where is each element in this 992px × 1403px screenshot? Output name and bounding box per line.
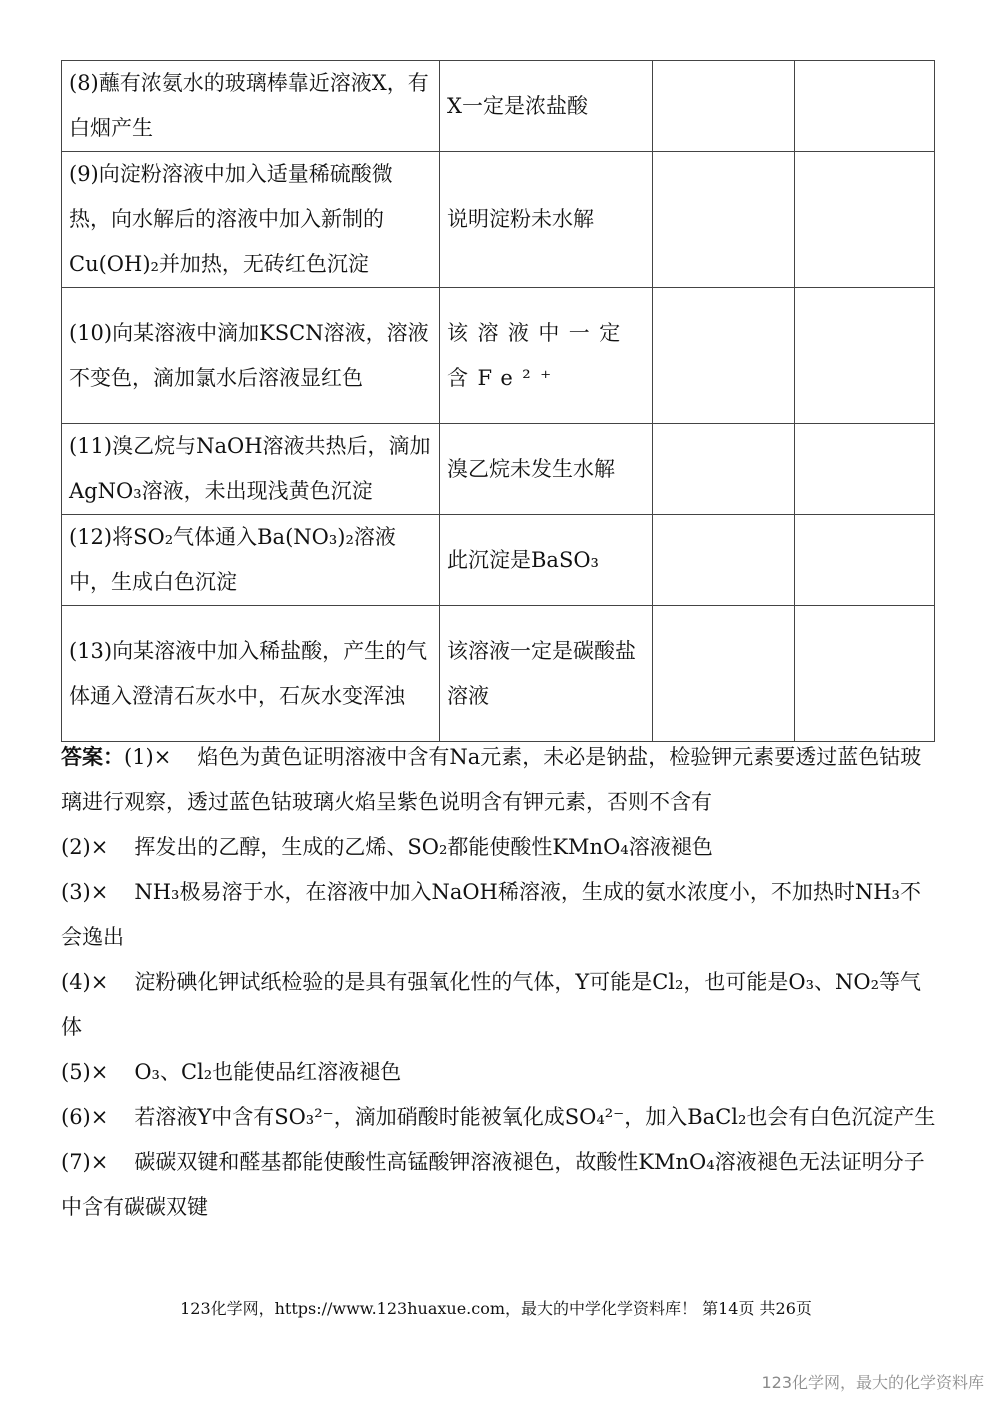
reason-cell [795,288,935,424]
answer-text: 淀粉碘化钾试纸检验的是具有强氧化性的气体，Y可能是Cl₂，也可能是O₃、NO₂等气体 [61,970,922,1039]
answer-mark: (4)× [61,970,109,994]
answer-mark: (5)× [61,1060,109,1084]
conclusion-cell: 溴乙烷未发生水解 [440,424,653,515]
answer-mark: (7)× [61,1150,109,1174]
table-row [62,606,935,742]
judgment-cell [653,424,795,515]
judgment-cell [653,288,795,424]
operation-cell: (10)向某溶液中滴加KSCN溶液，溶液不变色，滴加氯水后溶液显红色 [62,288,440,424]
watermark: 123化学网，最大的化学资料库 [761,1373,984,1392]
judgment-cell [653,61,795,152]
operation-cell: (9)向淀粉溶液中加入适量稀硫酸微热，向水解后的溶液中加入新制的Cu(OH)₂并加热，无砖红色沉淀 [62,152,440,288]
reason-cell [795,515,935,606]
conclusion-cell: 该溶液中一定含Fe²⁺ [440,288,653,424]
answer-text: O₃、Cl₂也能使品红溶液褪色 [134,1060,402,1084]
answer-text: 挥发出的乙醇，生成的乙烯、SO₂都能使酸性KMnO₄溶液褪色 [134,835,713,859]
judgment-table [61,60,935,742]
conclusion-cell: X一定是浓盐酸 [440,61,653,152]
answer-section [61,734,936,1230]
answer-item [61,960,936,1050]
answer-item [61,1095,936,1140]
conclusion-cell: 该溶液一定是碳酸盐溶液 [440,606,653,742]
answer-item [61,1140,936,1230]
reason-cell [795,424,935,515]
reason-cell [795,152,935,288]
answer-text: 若溶液Y中含有SO₃²⁻，滴加硝酸时能被氧化成SO₄²⁻，加入BaCl₂也会有白色沉淀产生 [134,1105,936,1129]
answer-mark: (1)× [124,745,172,769]
conclusion-cell: 此沉淀是BaSO₃ [440,515,653,606]
judgment-cell [653,515,795,606]
reason-cell [795,606,935,742]
answer-mark: (6)× [61,1105,109,1129]
answer-item [61,870,936,960]
answer-text: NH₃极易溶于水，在溶液中加入NaOH稀溶液，生成的氨水浓度小，不加热时NH₃不会逸出 [61,880,921,949]
answer-mark: (2)× [61,835,109,859]
answer-text: 焰色为黄色证明溶液中含有Na元素，未必是钠盐，检验钾元素要透过蓝色钴玻璃进行观察，透过蓝色钴玻璃火焰呈紫色说明含有钾元素，否则不含有 [61,745,922,814]
operation-cell: (13)向某溶液中加入稀盐酸，产生的气体通入澄清石灰水中，石灰水变浑浊 [62,606,440,742]
table-row [62,288,935,424]
operation-cell: (8)蘸有浓氨水的玻璃棒靠近溶液X，有白烟产生 [62,61,440,152]
judgment-cell [653,606,795,742]
answer-mark: (3)× [61,880,109,904]
operation-cell: (12)将SO₂气体通入Ba(NO₃)₂溶液中，生成白色沉淀 [62,515,440,606]
answer-text: 碳碳双键和醛基都能使酸性高锰酸钾溶液褪色，故酸性KMnO₄溶液褪色无法证明分子中含有碳碳双键 [61,1150,925,1219]
judgment-cell [653,152,795,288]
table-row [62,424,935,515]
reason-cell [795,61,935,152]
page-footer: 123化学网，https://www.123huaxue.com，最大的中学化学资料库！ 第14页 共26页 [180,1299,812,1318]
conclusion-cell: 说明淀粉未水解 [440,152,653,288]
table-row [62,61,935,152]
answer-item [61,734,936,825]
answer-label: 答案： [61,744,124,769]
answer-item [61,825,936,870]
table-row [62,515,935,606]
operation-cell: (11)溴乙烷与NaOH溶液共热后，滴加AgNO₃溶液，未出现浅黄色沉淀 [62,424,440,515]
answer-item [61,1050,936,1095]
table-row [62,152,935,288]
